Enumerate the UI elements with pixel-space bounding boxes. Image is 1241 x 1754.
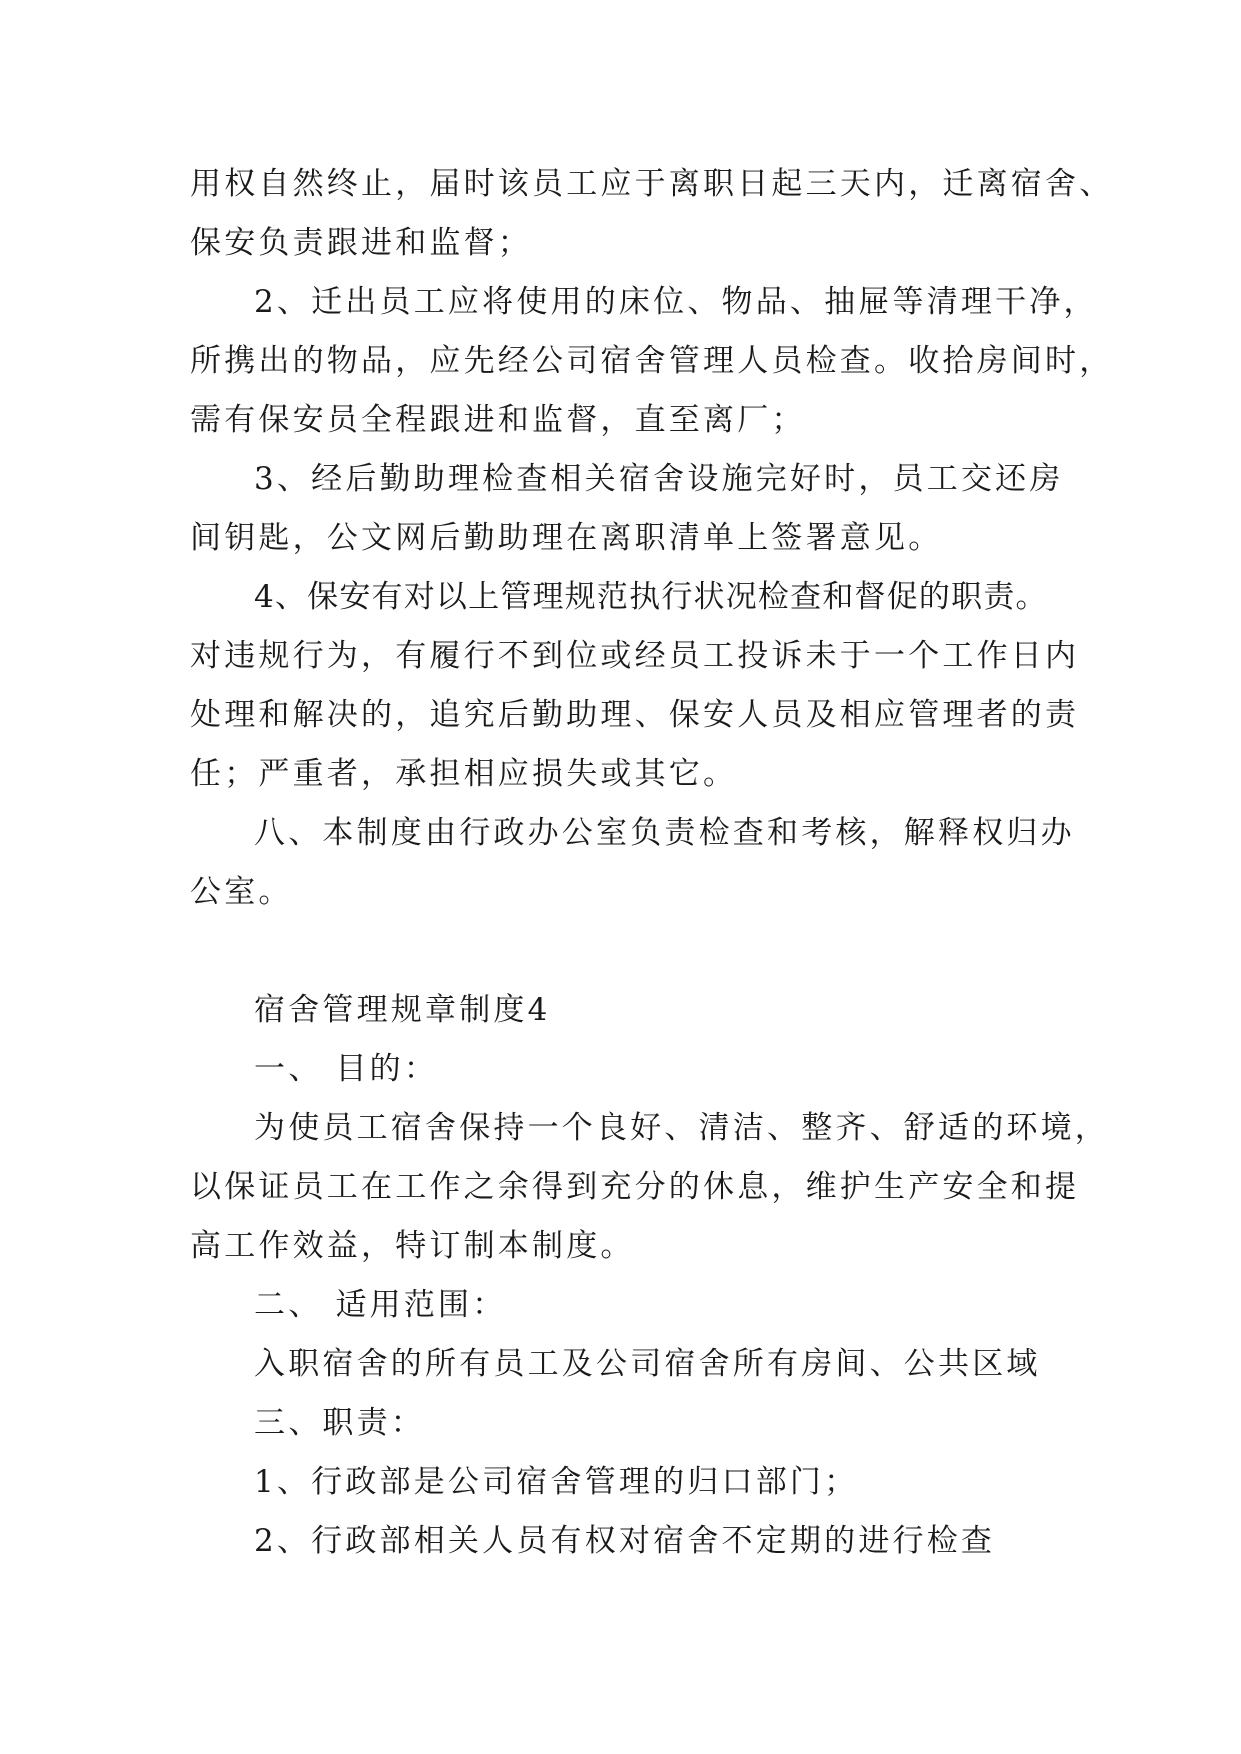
- paragraph-line: 任；严重者，承担相应损失或其它。: [190, 756, 738, 792]
- paragraph-line: 所携出的物品，应先经公司宿舍管理人员检查。收拾房间时，: [190, 343, 1114, 379]
- paragraph-line: 2、行政部相关人员有权对宿舍不定期的进行检查: [254, 1523, 996, 1559]
- section-subheading: 三、职责：: [254, 1405, 425, 1441]
- paragraph-line: 间钥匙，公文网后勤助理在离职清单上签署意见。: [190, 520, 943, 556]
- paragraph-line: 2、迁出员工应将使用的床位、物品、抽屉等清理干净，: [254, 284, 1098, 320]
- section-subheading: 一、 目的：: [254, 1051, 439, 1087]
- paragraph-line: 公室。: [190, 874, 293, 910]
- paragraph-line: 4、保安有对以上管理规范执行状况检查和督促的职责。: [254, 579, 1048, 615]
- paragraph-line: 1、行政部是公司宿舍管理的归口部门；: [254, 1464, 859, 1500]
- paragraph-line: 用权自然终止，届时该员工应于离职日起三天内，迁离宿舍、: [190, 166, 1114, 202]
- paragraph-line: 以保证员工在工作之余得到充分的休息，维护生产安全和提: [190, 1169, 1080, 1205]
- paragraph-line: 入职宿舍的所有员工及公司宿舍所有房间、公共区域: [254, 1346, 1041, 1382]
- paragraph-line: 处理和解决的，追究后勤助理、保安人员及相应管理者的责: [190, 697, 1080, 733]
- section-subheading: 二、 适用范围：: [254, 1287, 507, 1323]
- paragraph-line: 需有保安员全程跟进和监督，直至离厂；: [190, 402, 806, 438]
- paragraph-line: 保安负责跟进和监督；: [190, 225, 532, 261]
- paragraph-line: 为使员工宿舍保持一个良好、清洁、整齐、舒适的环境，: [254, 1110, 1109, 1146]
- paragraph-line: 对违规行为，有履行不到位或经员工投诉未于一个工作日内: [190, 638, 1080, 674]
- paragraph-line: 八、本制度由行政办公室负责检查和考核，解释权归办: [254, 815, 1075, 851]
- paragraph-line: 3、经后勤助理检查相关宿舍设施完好时，员工交还房: [254, 461, 1064, 497]
- paragraph-line: 高工作效益，特订制本制度。: [190, 1228, 635, 1264]
- section-heading: 宿舍管理规章制度4: [254, 992, 551, 1028]
